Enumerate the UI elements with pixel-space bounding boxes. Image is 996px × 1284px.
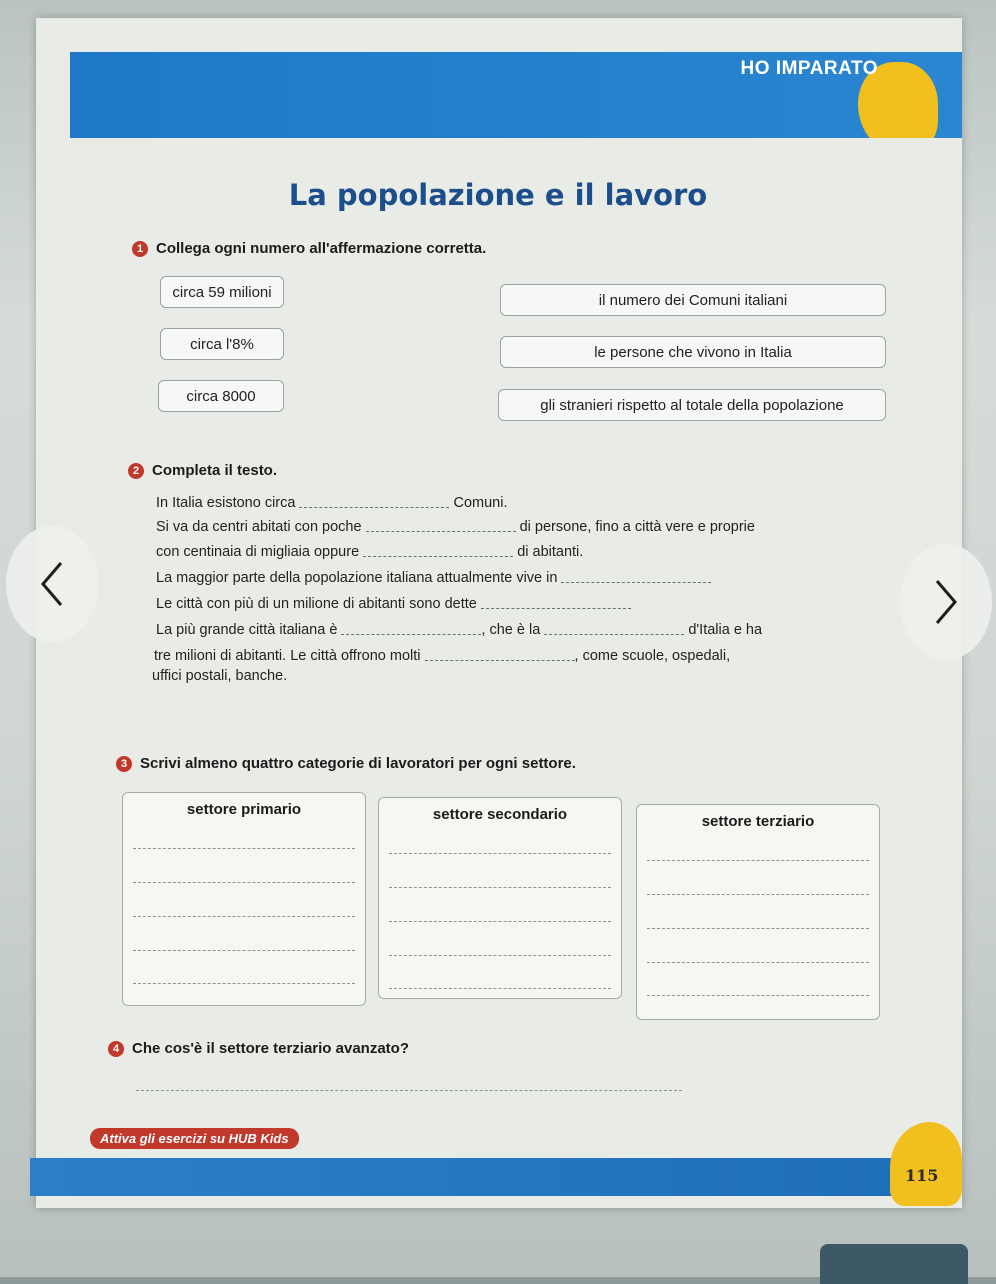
- write-line[interactable]: [133, 950, 355, 951]
- cloze-line: Si va da centri abitati con poche di persone, fino a città vere e proprie: [156, 519, 755, 535]
- write-line[interactable]: [133, 983, 355, 984]
- blank-field[interactable]: [481, 596, 631, 609]
- number-box[interactable]: circa l'8%: [160, 328, 284, 360]
- statement-box[interactable]: le persone che vivono in Italia: [500, 336, 886, 368]
- blank-field[interactable]: [366, 519, 516, 532]
- write-line[interactable]: [133, 882, 355, 883]
- prev-page-button[interactable]: [6, 526, 98, 642]
- blank-field[interactable]: [544, 622, 684, 635]
- exercise-4-question: 4 Che cos'è il settore terziario avanzato?: [108, 1040, 409, 1057]
- chevron-left-icon: [37, 559, 67, 609]
- cloze-line: Le città con più di un milione di abitanti sono dette: [156, 596, 631, 612]
- sector-box-tertiary: [636, 804, 880, 1020]
- cloze-line: La maggior parte della popolazione italiana attualmente vive in: [156, 570, 711, 586]
- blank-field[interactable]: [363, 544, 513, 557]
- cloze-line: uffici postali, banche.: [152, 668, 288, 684]
- exercise-number: 3: [116, 756, 132, 772]
- write-line[interactable]: [647, 928, 869, 929]
- write-line[interactable]: [647, 962, 869, 963]
- chevron-right-icon: [931, 577, 961, 627]
- footer-moon-decoration: [890, 1122, 962, 1206]
- blank-field[interactable]: [341, 622, 481, 635]
- exercise-2-instruction: 2 Completa il testo.: [128, 462, 277, 479]
- blank-field[interactable]: [561, 570, 711, 583]
- blank-field[interactable]: [425, 648, 575, 661]
- exercise-number: 4: [108, 1041, 124, 1057]
- write-line[interactable]: [133, 848, 355, 849]
- sector-title: settore secondario: [432, 806, 568, 823]
- write-line[interactable]: [389, 887, 611, 888]
- hub-kids-badge[interactable]: Attiva gli esercizi su HUB Kids: [90, 1128, 299, 1149]
- write-line[interactable]: [647, 995, 869, 996]
- statement-box[interactable]: il numero dei Comuni italiani: [500, 284, 886, 316]
- footer-band: [30, 1158, 910, 1196]
- exercise-1-instruction: 1 Collega ogni numero all'affermazione corretta.: [132, 240, 486, 257]
- write-line[interactable]: [389, 955, 611, 956]
- section-label: HO IMPARATO: [740, 58, 878, 79]
- exercise-3-instruction: 3 Scrivi almeno quattro categorie di lavoratori per ogni settore.: [116, 755, 576, 772]
- page-title: La popolazione e il lavoro: [288, 178, 708, 212]
- exercise-number: 2: [128, 463, 144, 479]
- sector-box-primary: [122, 792, 366, 1006]
- next-page-button[interactable]: [900, 544, 992, 660]
- page-number: 115: [905, 1166, 939, 1185]
- write-line[interactable]: [647, 860, 869, 861]
- write-line[interactable]: [389, 853, 611, 854]
- answer-line[interactable]: [136, 1090, 682, 1091]
- statement-box[interactable]: gli stranieri rispetto al totale della popolazione: [498, 389, 886, 421]
- cloze-line: tre milioni di abitanti. Le città offrono molti , come scuole, ospedali,: [154, 648, 731, 664]
- cloze-line: con centinaia di migliaia oppure di abitanti.: [156, 544, 584, 560]
- blank-field[interactable]: [299, 495, 449, 508]
- cloze-line: In Italia esistono circa Comuni.: [156, 495, 508, 511]
- number-box[interactable]: circa 59 milioni: [160, 276, 284, 308]
- write-line[interactable]: [133, 916, 355, 917]
- sector-title: settore terziario: [701, 813, 815, 830]
- write-line[interactable]: [389, 921, 611, 922]
- sector-title: settore primario: [186, 801, 302, 818]
- cloze-line: La più grande città italiana è , che è la d'Italia e ha: [156, 622, 763, 638]
- write-line[interactable]: [389, 988, 611, 989]
- exercise-number: 1: [132, 241, 148, 257]
- number-box[interactable]: circa 8000: [158, 380, 284, 412]
- sector-box-secondary: [378, 797, 622, 999]
- write-line[interactable]: [647, 894, 869, 895]
- device-bezel: [820, 1244, 968, 1284]
